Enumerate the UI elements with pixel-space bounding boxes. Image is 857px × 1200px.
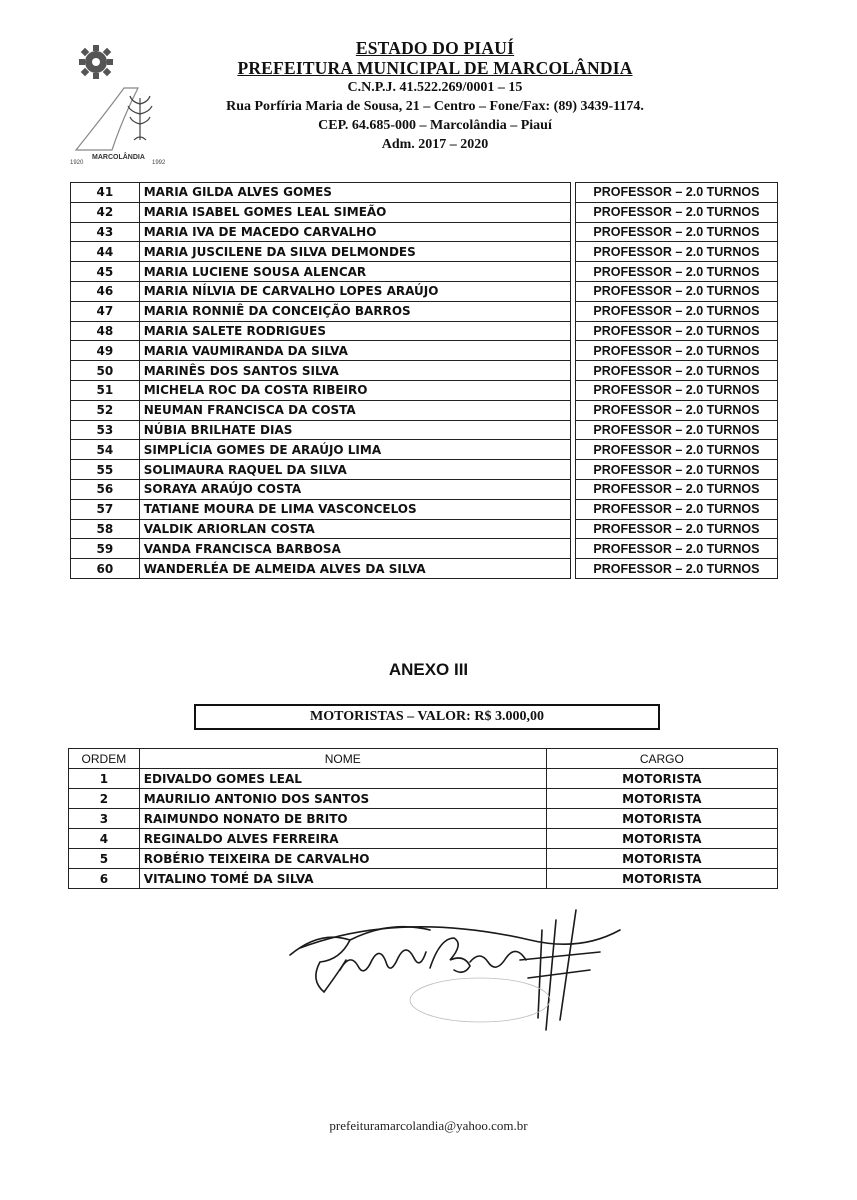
teacher-name: MICHELA ROC DA COSTA RIBEIRO: [139, 380, 570, 400]
teacher-number: 57: [71, 499, 140, 519]
teacher-number: 49: [71, 341, 140, 361]
teacher-name: MARIA GILDA ALVES GOMES: [139, 183, 570, 203]
teacher-name: MARIA SALETE RODRIGUES: [139, 321, 570, 341]
teacher-number: 56: [71, 479, 140, 499]
footer-email: prefeituramarcolandia@yahoo.com.br: [329, 1118, 528, 1133]
driver-cargo: MOTORISTA: [546, 829, 777, 849]
teacher-row: [71, 539, 778, 559]
teacher-name: MARIA VAUMIRANDA DA SILVA: [139, 341, 570, 361]
letterhead: [170, 38, 700, 154]
teacher-row: [71, 281, 778, 301]
logo-name: MARCOLÂNDIA: [92, 154, 145, 161]
driver-cargo: MOTORISTA: [546, 769, 777, 789]
driver-ordem: 4: [69, 829, 140, 849]
prefecture-title: PREFEITURA MUNICIPAL DE MARCOLÂNDIA: [237, 58, 633, 78]
driver-cargo: MOTORISTA: [546, 869, 777, 889]
teacher-row: [71, 380, 778, 400]
teacher-role: PROFESSOR – 2.0 TURNOS: [575, 479, 777, 499]
driver-row: [69, 829, 778, 849]
cep-line: CEP. 64.685-000 – Marcolândia – Piauí: [318, 118, 552, 133]
driver-ordem: 1: [69, 769, 140, 789]
state-title: ESTADO DO PIAUÍ: [355, 38, 515, 58]
teacher-row: [71, 321, 778, 341]
gear-icon: [79, 45, 113, 79]
teacher-role: PROFESSOR – 2.0 TURNOS: [575, 380, 777, 400]
driver-name: VITALINO TOMÉ DA SILVA: [139, 869, 546, 889]
teacher-name: MARIA RONNIÊ DA CONCEIÇÃO BARROS: [139, 301, 570, 321]
driver-row: [69, 769, 778, 789]
teacher-role: PROFESSOR – 2.0 TURNOS: [575, 460, 777, 480]
drivers-table: [68, 748, 778, 889]
driver-cargo: MOTORISTA: [546, 849, 777, 869]
teacher-role: PROFESSOR – 2.0 TURNOS: [575, 341, 777, 361]
driver-row: [69, 789, 778, 809]
address-line: Rua Porfíria Maria de Sousa, 21 – Centro – Fone/Fax: (89) 3439-1174.: [226, 99, 644, 114]
administration-line: Adm. 2017 – 2020: [381, 137, 489, 152]
column-header-cargo: CARGO: [546, 749, 777, 769]
municipal-logo: [68, 40, 176, 170]
driver-row: [69, 809, 778, 829]
teacher-name: SORAYA ARAÚJO COSTA: [139, 479, 570, 499]
teacher-name: VALDIK ARIORLAN COSTA: [139, 519, 570, 539]
teacher-name: VANDA FRANCISCA BARBOSA: [139, 539, 570, 559]
teacher-role: PROFESSOR – 2.0 TURNOS: [575, 400, 777, 420]
teacher-role: PROFESSOR – 2.0 TURNOS: [575, 202, 777, 222]
teacher-row: [71, 183, 778, 203]
teachers-table: [70, 182, 778, 579]
teacher-name: WANDERLÉA DE ALMEIDA ALVES DA SILVA: [139, 559, 570, 579]
teacher-role: PROFESSOR – 2.0 TURNOS: [575, 499, 777, 519]
driver-cargo: MOTORISTA: [546, 789, 777, 809]
handwritten-signature: [280, 900, 660, 1040]
column-header-nome: NOME: [139, 749, 546, 769]
teacher-row: [71, 499, 778, 519]
teacher-role: PROFESSOR – 2.0 TURNOS: [575, 559, 777, 579]
teacher-name: SIMPLÍCIA GOMES DE ARAÚJO LIMA: [139, 440, 570, 460]
logo-year-left: 1920: [70, 160, 84, 166]
teacher-role: PROFESSOR – 2.0 TURNOS: [575, 361, 777, 381]
teacher-number: 55: [71, 460, 140, 480]
teacher-number: 60: [71, 559, 140, 579]
teacher-number: 48: [71, 321, 140, 341]
teacher-row: [71, 361, 778, 381]
teacher-role: PROFESSOR – 2.0 TURNOS: [575, 539, 777, 559]
driver-name: RAIMUNDO NONATO DE BRITO: [139, 809, 546, 829]
teacher-name: TATIANE MOURA DE LIMA VASCONCELOS: [139, 499, 570, 519]
teacher-name: MARIA LUCIENE SOUSA ALENCAR: [139, 262, 570, 282]
teacher-row: [71, 202, 778, 222]
teacher-number: 47: [71, 301, 140, 321]
teacher-number: 45: [71, 262, 140, 282]
driver-name: EDIVALDO GOMES LEAL: [139, 769, 546, 789]
teacher-number: 50: [71, 361, 140, 381]
driver-cargo: MOTORISTA: [546, 809, 777, 829]
teacher-number: 52: [71, 400, 140, 420]
teacher-name: NÚBIA BRILHATE DIAS: [139, 420, 570, 440]
teacher-row: [71, 242, 778, 262]
logo-year-right: 1992: [152, 160, 166, 166]
teacher-number: 46: [71, 281, 140, 301]
teacher-name: MARIA IVA DE MACEDO CARVALHO: [139, 222, 570, 242]
driver-ordem: 2: [69, 789, 140, 809]
teacher-role: PROFESSOR – 2.0 TURNOS: [575, 262, 777, 282]
teacher-number: 54: [71, 440, 140, 460]
teacher-role: PROFESSOR – 2.0 TURNOS: [575, 281, 777, 301]
teacher-row: [71, 222, 778, 242]
teacher-row: [71, 301, 778, 321]
teacher-number: 59: [71, 539, 140, 559]
teacher-name: NEUMAN FRANCISCA DA COSTA: [139, 400, 570, 420]
driver-name: MAURILIO ANTONIO DOS SANTOS: [139, 789, 546, 809]
teacher-row: [71, 420, 778, 440]
driver-row: [69, 869, 778, 889]
teacher-row: [71, 400, 778, 420]
teacher-role: PROFESSOR – 2.0 TURNOS: [575, 183, 777, 203]
driver-row: [69, 849, 778, 869]
teacher-name: MARIA NÍLVIA DE CARVALHO LOPES ARAÚJO: [139, 281, 570, 301]
teacher-name: MARINÊS DOS SANTOS SILVA: [139, 361, 570, 381]
teacher-number: 51: [71, 380, 140, 400]
teacher-role: PROFESSOR – 2.0 TURNOS: [575, 222, 777, 242]
driver-ordem: 5: [69, 849, 140, 869]
driver-ordem: 6: [69, 869, 140, 889]
teacher-row: [71, 341, 778, 361]
column-header-ordem: ORDEM: [69, 749, 140, 769]
teacher-number: 42: [71, 202, 140, 222]
cnpj-line: C.N.P.J. 41.522.269/0001 – 15: [347, 80, 523, 95]
teacher-number: 43: [71, 222, 140, 242]
annex-title: ANEXO III: [388, 660, 469, 679]
teacher-role: PROFESSOR – 2.0 TURNOS: [575, 242, 777, 262]
teacher-role: PROFESSOR – 2.0 TURNOS: [575, 301, 777, 321]
teacher-role: PROFESSOR – 2.0 TURNOS: [575, 519, 777, 539]
driver-name: ROBÉRIO TEIXEIRA DE CARVALHO: [139, 849, 546, 869]
teacher-role: PROFESSOR – 2.0 TURNOS: [575, 420, 777, 440]
drivers-table-header: [69, 749, 778, 769]
teacher-row: [71, 460, 778, 480]
teachers-table-body: [71, 183, 778, 579]
teacher-name: MARIA ISABEL GOMES LEAL SIMEÃO: [139, 202, 570, 222]
teacher-name: MARIA JUSCILENE DA SILVA DELMONDES: [139, 242, 570, 262]
teacher-row: [71, 479, 778, 499]
teacher-role: PROFESSOR – 2.0 TURNOS: [575, 440, 777, 460]
drivers-table-body: [69, 769, 778, 889]
teacher-number: 44: [71, 242, 140, 262]
teacher-row: [71, 519, 778, 539]
teacher-number: 41: [71, 183, 140, 203]
teacher-number: 58: [71, 519, 140, 539]
drivers-value-box: MOTORISTAS – VALOR: R$ 3.000,00: [194, 704, 660, 730]
logo-road: [76, 88, 138, 150]
teacher-row: [71, 559, 778, 579]
teacher-number: 53: [71, 420, 140, 440]
driver-name: REGINALDO ALVES FERREIRA: [139, 829, 546, 849]
teacher-row: [71, 262, 778, 282]
driver-ordem: 3: [69, 809, 140, 829]
teacher-role: PROFESSOR – 2.0 TURNOS: [575, 321, 777, 341]
teacher-name: SOLIMAURA RAQUEL DA SILVA: [139, 460, 570, 480]
teacher-row: [71, 440, 778, 460]
